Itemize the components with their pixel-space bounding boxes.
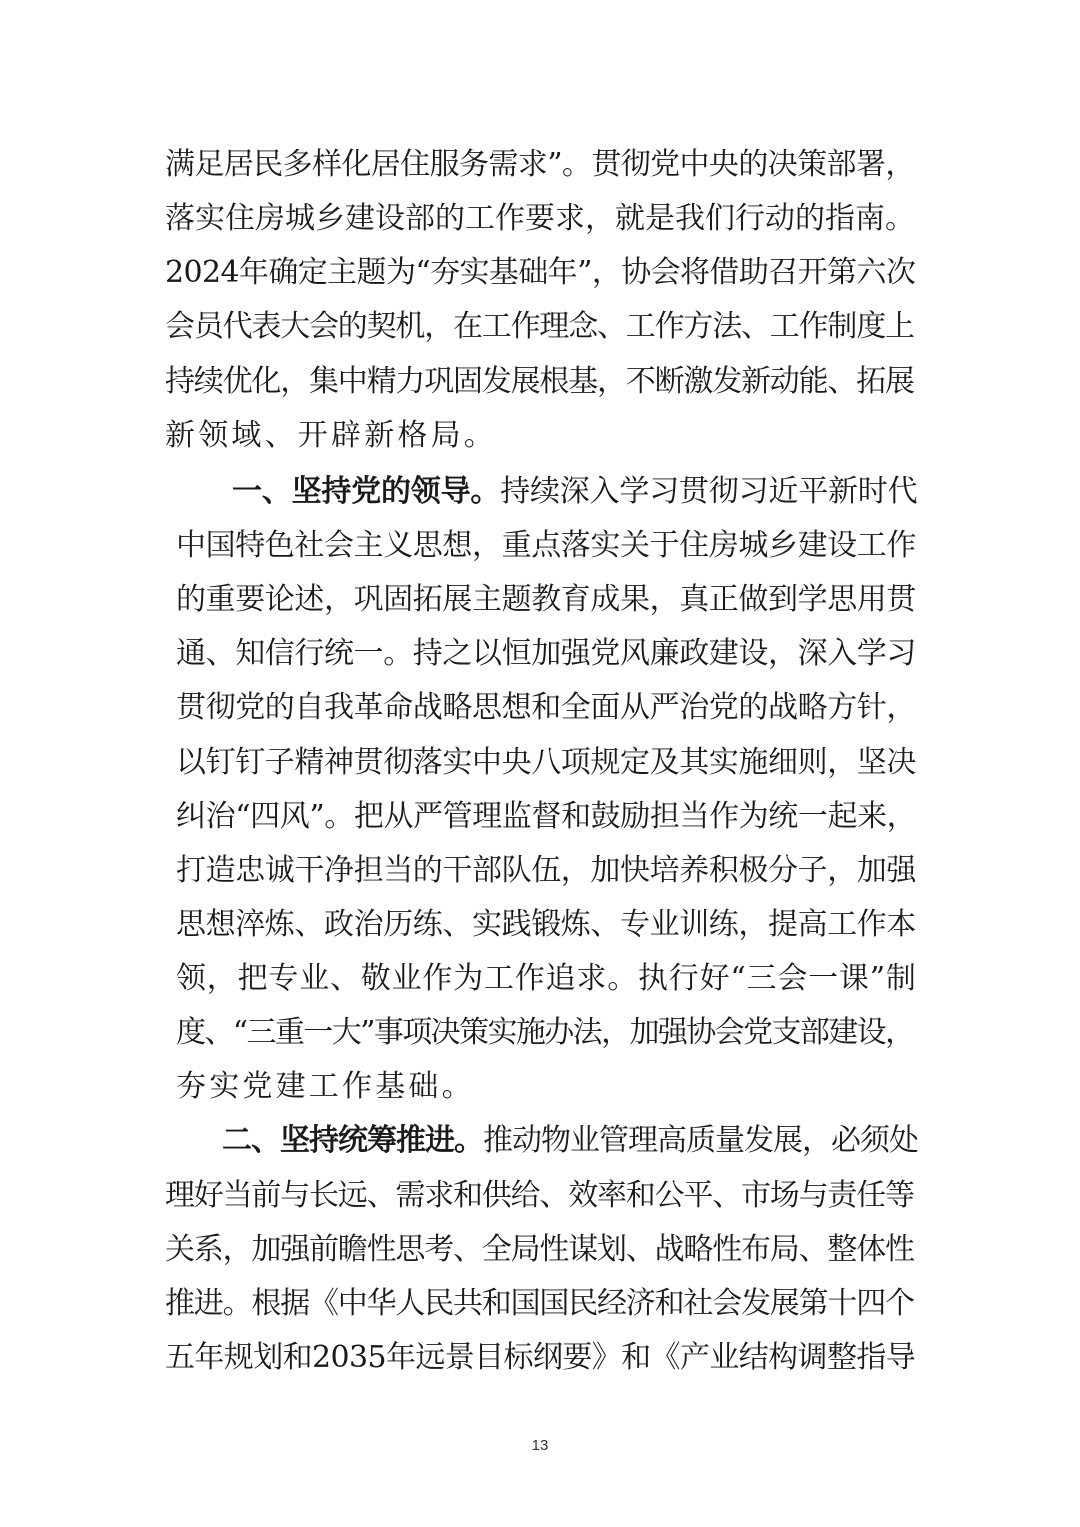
text-line: 贯彻党的自我革命战略思想和全面从严治党的战略方针，	[176, 690, 916, 725]
text-line: 关系，加强前瞻性思考、全局性谋划、战略性布局、整体性	[165, 1232, 914, 1267]
section-1-first-line-text: 持续深入学习贯彻习近平新时代	[500, 474, 918, 509]
text-line: 落实住房城乡建设部的工作要求，就是我们行动的指南。	[165, 201, 915, 236]
section-2-first-line	[222, 1121, 918, 1161]
text-line: 夯实党建工作基础。	[176, 1069, 475, 1104]
text-line: 度、“三重一大”事项决策实施办法，加强协会党支部建设，	[176, 1015, 914, 1050]
text-line: 纠治“四风”。把从严管理监督和鼓励担当作为统一起来，	[176, 799, 917, 834]
text-line: 通、知信行统一。持之以恒加强党风廉政建设，深入学习	[176, 636, 916, 671]
section-2-heading: 二、坚持统筹推进。	[222, 1123, 483, 1158]
text-line: 满足居民多样化居住服务需求”。贯彻党中央的决策部署，	[165, 147, 915, 182]
text-line: 五年规划和2035年远景目标纲要》和《产业结构调整指导	[165, 1340, 916, 1375]
text-line: 思想淬炼、政治历练、实践锻炼、专业训练，提高工作本	[176, 907, 916, 942]
text-line: 会员代表大会的契机，在工作理念、工作方法、工作制度上	[165, 309, 914, 344]
text-line: 新领域、开辟新格局。	[165, 418, 497, 453]
section-1-heading: 一、坚持党的领导。	[232, 474, 501, 509]
text-line: 中国特色社会主义思想，重点落实关于住房城乡建设工作	[176, 528, 916, 563]
text-line: 以钉钉子精神贯彻落实中央八项规定及其实施细则，坚决	[176, 745, 916, 780]
text-line: 理好当前与长远、需求和供给、效率和公平、市场与责任等	[165, 1178, 914, 1213]
section-1-first-line	[232, 472, 917, 512]
text-line: 的重要论述，巩固拓展主题教育成果，真正做到学思用贯	[176, 582, 916, 617]
text-line: 领，把专业、敬业作为工作追求。执行好“三会一课”制	[176, 961, 917, 996]
text-line: 打造忠诚干净担当的干部队伍，加快培养积极分子，加强	[176, 853, 916, 888]
page-number: 13	[531, 1437, 549, 1454]
section-2-first-line-text: 推动物业管理高质量发展，必须处	[483, 1123, 918, 1158]
text-line: 持续优化，集中精力巩固发展根基，不断激发新动能、拓展	[165, 364, 914, 399]
text-line: 推进。根据《中华人民共和国国民经济和社会发展第十四个	[165, 1286, 914, 1321]
text-line: 2024年确定主题为“夯实基础年”，协会将借助召开第六次	[165, 255, 916, 290]
